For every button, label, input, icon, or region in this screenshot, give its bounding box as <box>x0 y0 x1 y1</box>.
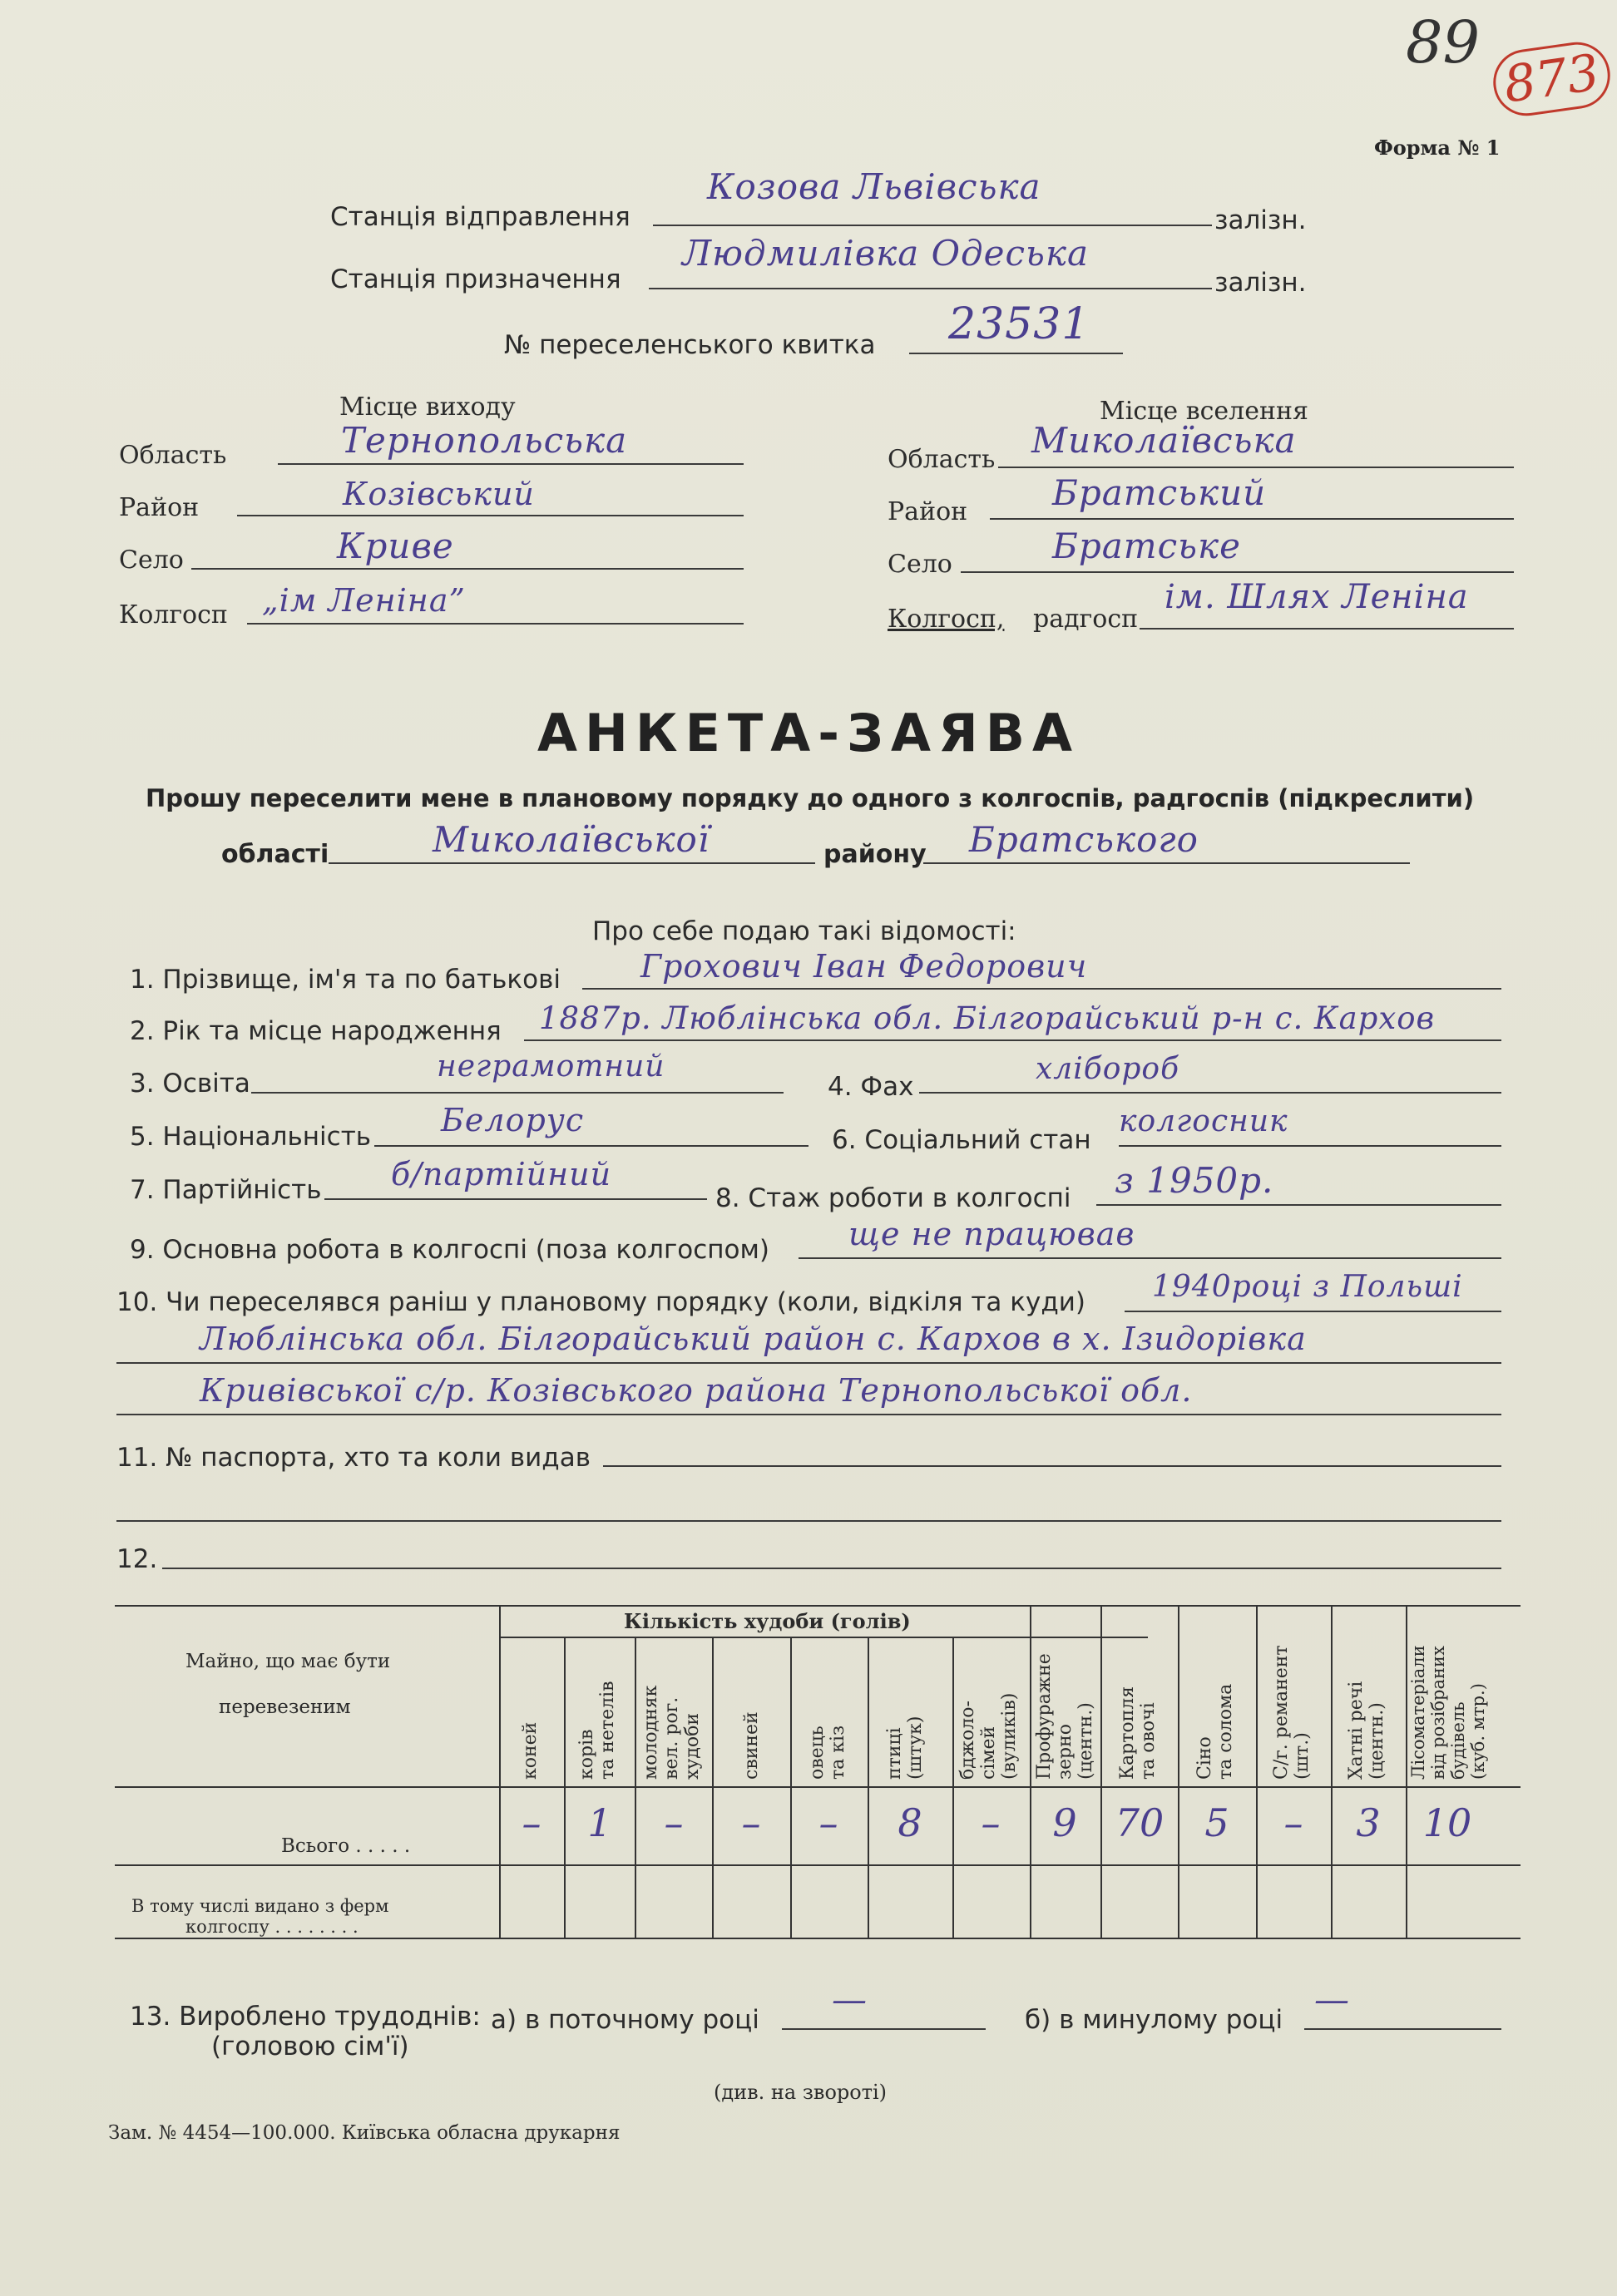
table-col-line <box>1100 1605 1102 1938</box>
column-header-tools: С/г. реманент (шт.) <box>1271 1645 1313 1780</box>
request-rayon-label: району <box>823 840 927 869</box>
row1-value-timber: 10 <box>1422 1800 1472 1845</box>
table-row2-bottom <box>115 1938 1521 1939</box>
property-table <box>115 1605 1521 1992</box>
destination-rayon-label: Район <box>888 497 968 526</box>
field-13-b-value: — <box>1314 1979 1350 2020</box>
row1-value-cows: 1 <box>587 1800 612 1845</box>
request-line: Прошу переселити мене в плановому порядку до одного з колгоспів, радгоспів (підкреслити) <box>146 784 1475 812</box>
station-departure-value: Козова Львівська <box>707 166 1041 207</box>
destination-oblast-line <box>998 467 1514 468</box>
field-9-label: 9. Основна робота в колгоспі (поза колгоспом) <box>130 1235 769 1265</box>
destination-selo-value: Братське <box>1052 526 1241 566</box>
column-header-young-cattle: молодняк вел. рог. худоби <box>640 1685 703 1780</box>
row1-value-household: 3 <box>1356 1800 1381 1845</box>
table-col0-label-b: перевезеним <box>219 1696 351 1718</box>
table-header-bottom <box>115 1786 1521 1788</box>
destination-selo-label: Село <box>888 550 952 579</box>
see-back-note: (див. на звороті) <box>714 2081 888 2104</box>
table-col-line <box>499 1605 501 1938</box>
field-5-label: 5. Національність <box>130 1122 372 1152</box>
column-header-beehives: бджоло- сімей (вуликів) <box>957 1692 1020 1780</box>
field-9-value: ще не працював <box>848 1216 1135 1252</box>
field-4-line <box>919 1092 1501 1094</box>
origin-oblast-label: Область <box>119 441 227 470</box>
row1-value-pigs: – <box>741 1800 761 1845</box>
table-col-line <box>1178 1605 1179 1938</box>
origin-rayon-label: Район <box>119 493 200 522</box>
row1-value-horses: – <box>522 1800 541 1845</box>
field-7-label: 7. Партійність <box>130 1175 322 1205</box>
column-header-grain: Профуражне зерно (центн.) <box>1034 1653 1096 1780</box>
field-13-sub: (головою сім'ї) <box>211 2032 409 2061</box>
field-2-line <box>524 1039 1501 1041</box>
table-col-line <box>635 1637 636 1938</box>
ticket-label: № переселенського квитка <box>504 330 876 360</box>
row1-value-poultry: 8 <box>898 1800 922 1845</box>
table-col-line <box>1030 1605 1031 1938</box>
destination-kolhosp-value: ім. Шлях Леніна <box>1165 578 1469 616</box>
field-3-label: 3. Освіта <box>130 1069 250 1099</box>
field-10-line-1 <box>1125 1311 1501 1312</box>
destination-kolhosp-label: Колгосп, <box>888 605 1005 634</box>
table-group-header: Кількість худоби (голів) <box>624 1609 911 1633</box>
station-departure-suffix: залізн. <box>1214 205 1307 235</box>
field-13-label: 13. Вироблено трудоднів: <box>130 2002 481 2032</box>
destination-kolhosp-line <box>1140 628 1514 630</box>
destination-selo-line <box>961 571 1514 573</box>
column-header-timber: Лісоматеріали від розібраних будівель (куб. мтр.) <box>1408 1645 1488 1780</box>
column-header-household: Хатні речі (центн.) <box>1346 1681 1387 1780</box>
field-8-label: 8. Стаж роботи в колгоспі <box>715 1183 1071 1213</box>
table-row1-label: Всього . . . . . <box>281 1835 411 1857</box>
destination-oblast-label: Область <box>888 445 996 474</box>
origin-oblast-line <box>278 463 744 465</box>
column-header-poultry: птиці (штук) <box>884 1716 926 1780</box>
field-6-line <box>1119 1145 1501 1147</box>
field-1-line <box>582 988 1501 990</box>
field-10-value-c: Кривівської с/р. Козівського района Тернопольської обл. <box>200 1372 1193 1409</box>
table-col-line <box>1331 1605 1333 1938</box>
field-9-line <box>799 1257 1501 1259</box>
column-header-cows: корів та нетелів <box>576 1681 618 1780</box>
destination-oblast-value: Миколаївська <box>1031 420 1297 461</box>
origin-heading: Місце виходу <box>339 393 516 422</box>
station-departure-line <box>653 225 1212 226</box>
station-destination-line <box>649 288 1212 289</box>
field-5-value: Белорус <box>441 1102 585 1138</box>
field-7-line <box>324 1198 707 1200</box>
table-col-line <box>952 1637 954 1938</box>
destination-rayon-line <box>990 518 1514 520</box>
form-title: АНКЕТА-ЗАЯВА <box>537 703 1080 763</box>
origin-oblast-value: Тернопольська <box>341 420 628 461</box>
field-5-line <box>374 1145 808 1147</box>
field-2-value: 1887р. Люблінська обл. Білгорайський р-н с. Кархов <box>539 1000 1436 1036</box>
column-header-hay: Сіно та солома <box>1194 1683 1236 1780</box>
field-13-b-line <box>1304 2028 1501 2030</box>
station-departure-label: Станція відправлення <box>330 202 630 232</box>
field-13-a-label: а) в поточному році <box>491 2005 759 2035</box>
origin-selo-line <box>191 568 744 570</box>
field-8-value: з 1950р. <box>1115 1160 1274 1201</box>
destination-rayon-value: Братський <box>1052 472 1267 513</box>
field-10-label: 10. Чи переселявся раніш у плановому порядку (коли, відкіля та куди) <box>116 1287 1085 1317</box>
field-2-label: 2. Рік та місце народження <box>130 1016 502 1046</box>
table-col-line <box>564 1637 566 1938</box>
column-header-potatoes: Картопля та овочі <box>1117 1686 1159 1780</box>
field-7-value: б/партійний <box>391 1156 612 1192</box>
request-rayon-value: Братського <box>969 819 1199 860</box>
origin-rayon-line <box>237 515 744 516</box>
field-3-value: неграмотний <box>437 1049 665 1084</box>
field-1-value: Грохович Іван Федорович <box>640 948 1088 985</box>
field-3-line <box>251 1092 784 1094</box>
destination-heading: Місце вселення <box>1100 397 1308 426</box>
field-13-a-value: — <box>832 1979 868 2020</box>
field-12-line <box>162 1568 1501 1569</box>
column-header-pigs: свиней <box>741 1711 762 1780</box>
request-oblast-value: Миколаївської <box>433 819 710 860</box>
ticket-line <box>909 353 1123 354</box>
field-10-value-a: 1940році з Польші <box>1152 1270 1463 1304</box>
origin-kolhosp-label: Колгосп <box>119 600 228 630</box>
field-10-line-3 <box>116 1414 1501 1415</box>
table-col-line <box>790 1637 792 1938</box>
table-row1-bottom <box>115 1864 1521 1866</box>
field-10-value-b: Люблінська обл. Білгорайський район с. Кархов в х. Ізидорівка <box>200 1321 1307 1357</box>
table-top-border <box>115 1605 1521 1607</box>
field-4-label: 4. Фах <box>828 1072 914 1102</box>
field-1-label: 1. Прізвище, ім'я та по батькові <box>130 965 561 995</box>
field-6-value: колгосник <box>1119 1104 1288 1138</box>
table-col-line <box>712 1637 714 1938</box>
red-archive-number: 873 <box>1489 38 1614 121</box>
station-destination-value: Людмилівка Одеська <box>682 233 1090 274</box>
printer-note: Зам. № 4454—100.000. Київська обласна друкарня <box>108 2122 621 2144</box>
table-col0-label-a: Майно, що має бути <box>185 1651 391 1672</box>
about-heading: Про себе подаю такі відомості: <box>592 916 1016 946</box>
table-col-line <box>868 1637 869 1938</box>
origin-rayon-value: Козівський <box>343 476 535 512</box>
table-col-line <box>1406 1605 1407 1938</box>
origin-selo-label: Село <box>119 546 184 575</box>
row1-value-young-cattle: – <box>664 1800 684 1845</box>
field-8-line <box>1096 1204 1501 1206</box>
column-header-sheep: овець та кіз <box>807 1725 848 1780</box>
request-oblast-label: області <box>221 840 329 869</box>
field-11-line-1 <box>603 1465 1501 1467</box>
row1-value-potatoes: 70 <box>1115 1800 1165 1845</box>
table-row2-label-a: В тому числі видано з ферм <box>131 1896 389 1916</box>
station-destination-label: Станція призначення <box>330 264 621 294</box>
archive-number: 89 <box>1406 8 1481 77</box>
field-13-b-label: б) в минулому році <box>1025 2005 1283 2035</box>
row1-value-grain: 9 <box>1052 1800 1077 1845</box>
field-13-a-line <box>782 2028 986 2030</box>
origin-kolhosp-line <box>247 623 744 625</box>
field-11-label: 11. № паспорта, хто та коли видав <box>116 1443 591 1473</box>
origin-kolhosp-value: „ім Леніна” <box>262 582 466 619</box>
row1-value-tools: – <box>1283 1800 1303 1845</box>
table-row2-label-b: колгоспу . . . . . . . . <box>185 1917 359 1937</box>
row1-value-sheep: – <box>818 1800 838 1845</box>
ticket-value: 23531 <box>948 299 1090 349</box>
field-12-label: 12. <box>116 1544 158 1574</box>
field-11-line-2 <box>116 1520 1501 1522</box>
form-label: Форма № 1 <box>1374 136 1501 160</box>
origin-selo-value: Криве <box>337 526 454 566</box>
request-oblast-line <box>329 862 815 864</box>
column-header-horses: коней <box>520 1721 541 1780</box>
field-6-label: 6. Соціальний стан <box>832 1125 1091 1155</box>
request-rayon-line <box>923 862 1410 864</box>
row1-value-hay: 5 <box>1204 1800 1229 1845</box>
field-4-value: хлібороб <box>1036 1052 1180 1086</box>
field-10-line-2 <box>116 1362 1501 1364</box>
destination-radhosp-label: радгосп <box>1033 605 1139 634</box>
table-col-line <box>1256 1605 1258 1938</box>
station-destination-suffix: залізн. <box>1214 268 1307 298</box>
row1-value-beehives: – <box>981 1800 1001 1845</box>
